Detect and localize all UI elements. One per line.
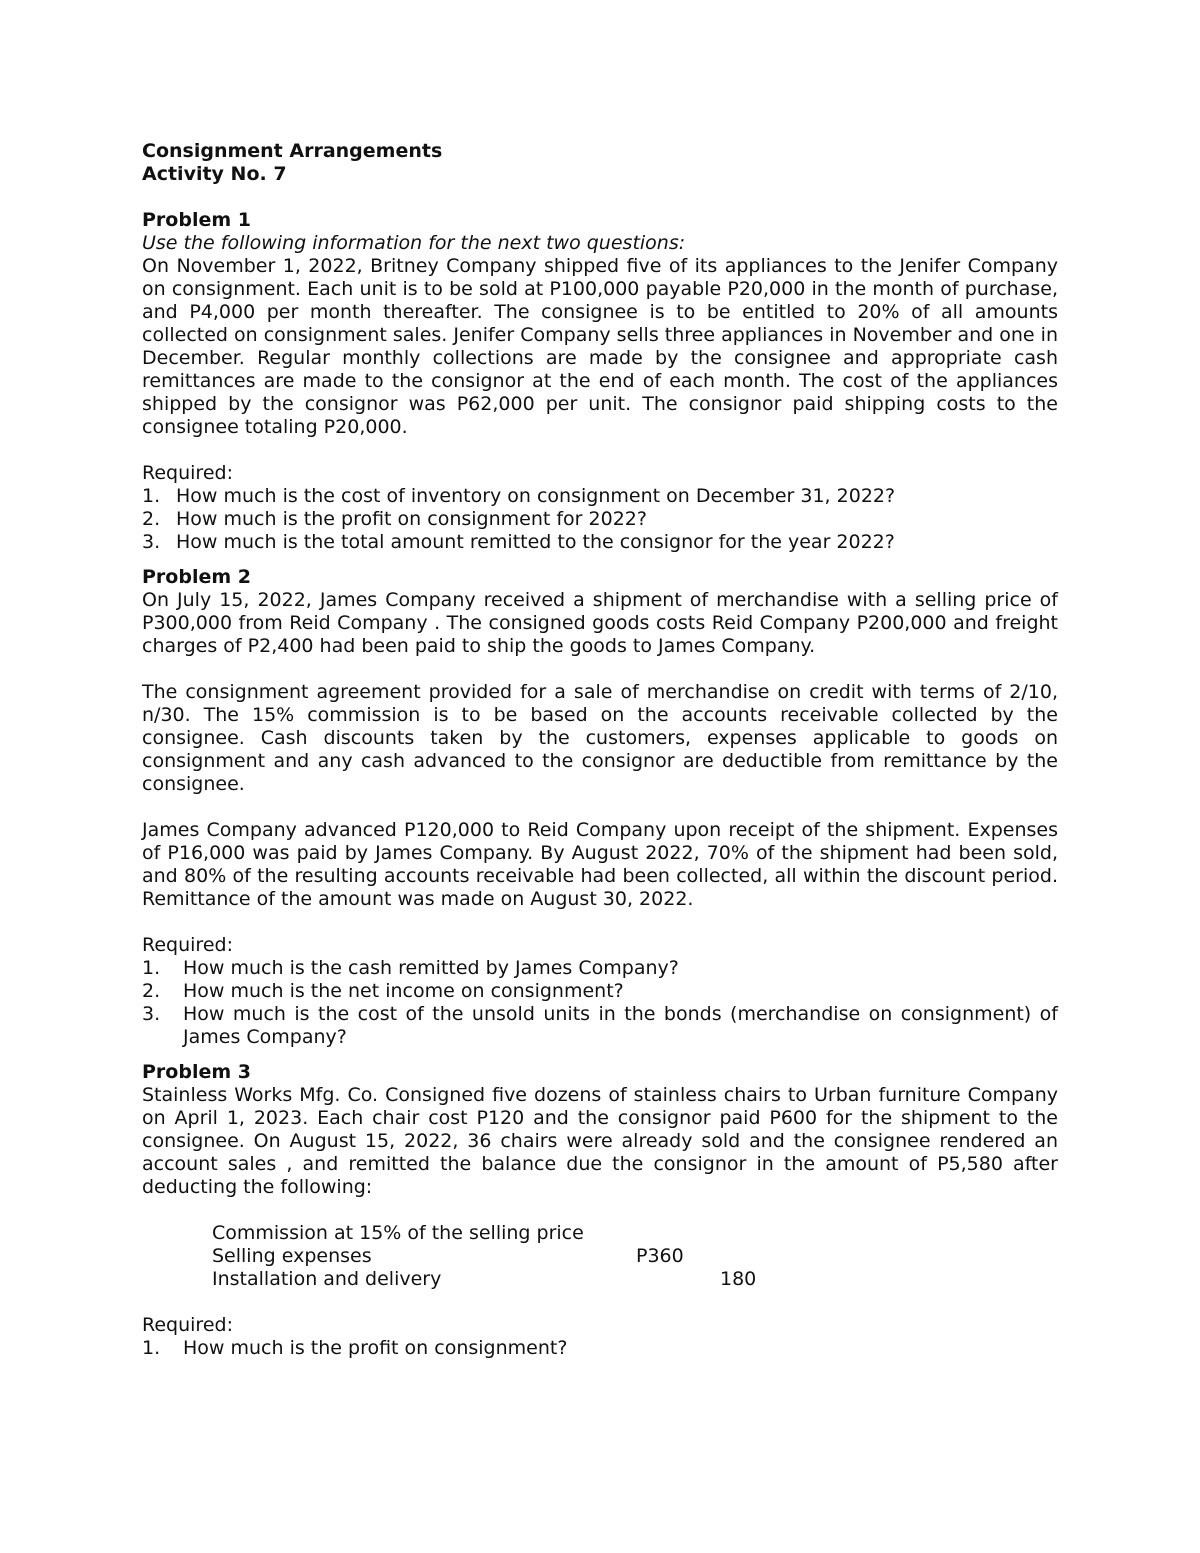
question-text: How much is the cost of the unsold units in the bonds (merchandise on consignment) of James Company? <box>183 1003 1058 1048</box>
deductions-table <box>212 1222 1058 1291</box>
problem-2-required-label: Required: <box>142 934 233 956</box>
question-text: How much is the total amount remitted to the consignor for the year 2022? <box>176 531 895 553</box>
question-text: How much is the cash remitted by James Company? <box>183 957 679 979</box>
problem-1 <box>142 209 1058 554</box>
problem-1-questions <box>142 485 1058 554</box>
problem-2-questions <box>142 957 1058 1049</box>
question-number: 2. <box>142 980 161 1002</box>
document-title: Consignment Arrangements <box>142 140 443 162</box>
deduction-label: Selling expenses <box>212 1245 372 1267</box>
problem-3 <box>142 1061 1058 1360</box>
deduction-label: Commission at 15% of the selling price <box>212 1222 584 1244</box>
deduction-amount: P360 <box>636 1245 684 1267</box>
list-item <box>142 485 1058 508</box>
question-number: 1. <box>142 485 161 507</box>
question-number: 2. <box>142 508 161 530</box>
question-text: How much is the profit on consignment for 2022? <box>176 508 647 530</box>
question-text: How much is the net income on consignment? <box>183 980 624 1002</box>
problem-3-body: Stainless Works Mfg. Co. Consigned five dozens of stainless chairs to Urban furniture Company on April 1, 2023. Each chair cost P120 and the consignor paid P600 for the shipment to the consignee. On August 15, 2022, 36 chairs were already sold and the consignee rendered an account sales , and remitted the balance due the consignor in the amount of P5,580 after deducting the following: <box>142 1084 1058 1198</box>
question-number: 1. <box>142 957 161 979</box>
problem-1-required-label: Required: <box>142 462 233 484</box>
problem-1-intro: Use the following information for the next two questions: <box>142 232 686 254</box>
list-item <box>142 1003 1058 1049</box>
problem-1-body: On November 1, 2022, Britney Company shipped five of its appliances to the Jenifer Company on consignment. Each unit is to be sold at P100,000 payable P20,000 in the month of purchase, and P4,000 per month thereafter. The consignee is to be entitled to 20% of all amounts collected on consignment sales. Jenifer Company sells three appliances in November and one in December. Regular monthly collections are made by the consignee and appropriate cash remittances are made to the consignor at the end of each month. The cost of the appliances shipped by the consignor was P62,000 per unit. The consignor paid shipping costs to the consignee totaling P20,000. <box>142 255 1058 438</box>
document-subtitle: Activity No. 7 <box>142 163 287 185</box>
table-row <box>212 1268 1058 1291</box>
list-item <box>142 508 1058 531</box>
question-number: 1. <box>142 1337 161 1359</box>
list-item <box>142 1337 1058 1360</box>
problem-2-paragraph-2: The consignment agreement provided for a sale of merchandise on credit with terms of 2/10, n/30. The 15% commission is to be based on the accounts receivable collected by the consignee. Cash discounts taken by the customers, expenses applicable to goods on consignment and any cash advanced to the consignor are deductible from remittance by the consignee. <box>142 681 1058 795</box>
problem-2 <box>142 566 1058 1049</box>
problem-3-questions <box>142 1337 1058 1360</box>
question-number: 3. <box>142 1003 161 1025</box>
deduction-amount: 180 <box>720 1268 757 1290</box>
problem-2-paragraph-1: On July 15, 2022, James Company received a shipment of merchandise with a selling price of P300,000 from Reid Company . The consigned goods costs Reid Company P200,000 and freight charges of P2,400 had been paid to ship the goods to James Company. <box>142 589 1058 657</box>
problem-2-paragraph-3: James Company advanced P120,000 to Reid Company upon receipt of the shipment. Expenses of P16,000 was paid by James Company. By August 2022, 70% of the shipment had been sold, and 80% of the resulting accounts receivable had been collected, all within the discount period. Remittance of the amount was made on August 30, 2022. <box>142 819 1058 910</box>
document-page <box>142 140 1058 1360</box>
problem-2-heading: Problem 2 <box>142 566 251 588</box>
list-item <box>142 957 1058 980</box>
table-row <box>212 1245 1058 1268</box>
list-item <box>142 531 1058 554</box>
question-text: How much is the profit on consignment? <box>183 1337 568 1359</box>
list-item <box>142 980 1058 1003</box>
problem-3-required-label: Required: <box>142 1314 233 1336</box>
problem-3-heading: Problem 3 <box>142 1061 251 1083</box>
problem-1-heading: Problem 1 <box>142 209 251 231</box>
question-number: 3. <box>142 531 161 553</box>
table-row <box>212 1222 1058 1245</box>
question-text: How much is the cost of inventory on consignment on December 31, 2022? <box>176 485 896 507</box>
deduction-label: Installation and delivery <box>212 1268 442 1290</box>
